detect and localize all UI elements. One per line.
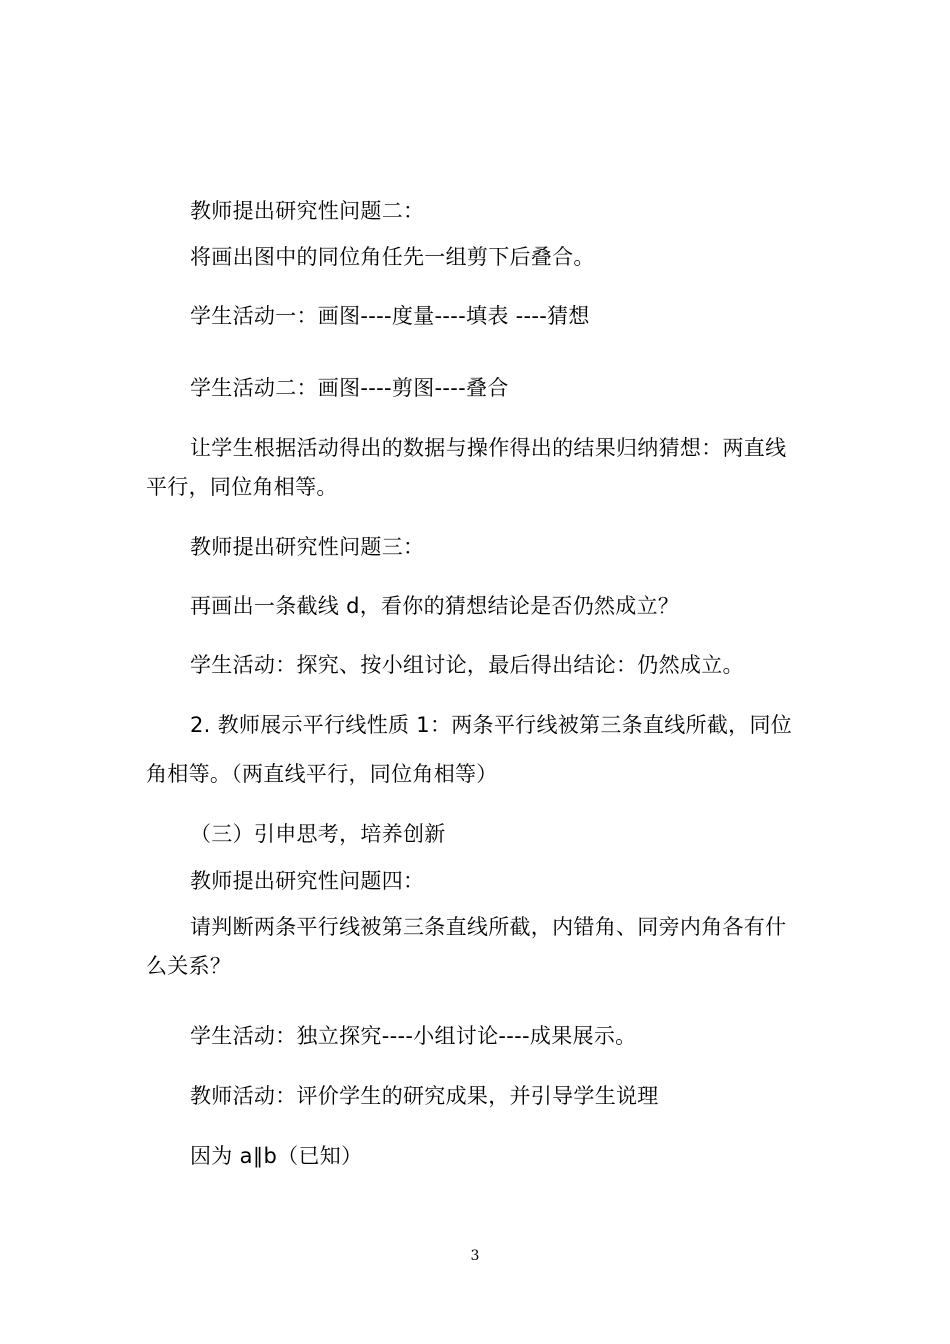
- paragraph-line: 学生活动：独立探究----小组讨论----成果展示。: [190, 1024, 637, 1048]
- paragraph-line: 教师提出研究性问题四：: [190, 869, 425, 893]
- paragraph-line: 因为 a∥b（已知）: [190, 1144, 363, 1168]
- paragraph-line: 么关系？: [146, 954, 232, 978]
- page-number: 3: [470, 1248, 480, 1264]
- paragraph-line: 教师活动：评价学生的研究成果，并引导学生说理: [190, 1084, 659, 1108]
- paragraph-line: 请判断两条平行线被第三条直线所截，内错角、同旁内角各有什: [190, 915, 787, 939]
- paragraph-line: 角相等。（两直线平行，同位角相等）: [146, 762, 498, 786]
- paragraph-line: 学生活动一：画图----度量----填表 ----猜想: [190, 304, 590, 328]
- paragraph-line: 2. 教师展示平行线性质 1：两条平行线被第三条直线所截，同位: [190, 713, 793, 737]
- paragraph-line: 平行，同位角相等。: [146, 475, 338, 499]
- paragraph-line: 教师提出研究性问题二：: [190, 199, 425, 223]
- paragraph-line: 让学生根据活动得出的数据与操作得出的结果归纳猜想：两直线: [190, 436, 787, 460]
- paragraph-line: 再画出一条截线 d，看你的猜想结论是否仍然成立？: [190, 594, 680, 618]
- paragraph-line: 学生活动二：画图----剪图----叠合: [190, 376, 509, 400]
- paragraph-line: 将画出图中的同位角任先一组剪下后叠合。: [190, 245, 595, 269]
- paragraph-line: 教师提出研究性问题三：: [190, 535, 425, 559]
- section-heading: （三）引申思考，培养创新: [190, 822, 446, 846]
- paragraph-line: 学生活动：探究、按小组讨论，最后得出结论：仍然成立。: [190, 653, 744, 677]
